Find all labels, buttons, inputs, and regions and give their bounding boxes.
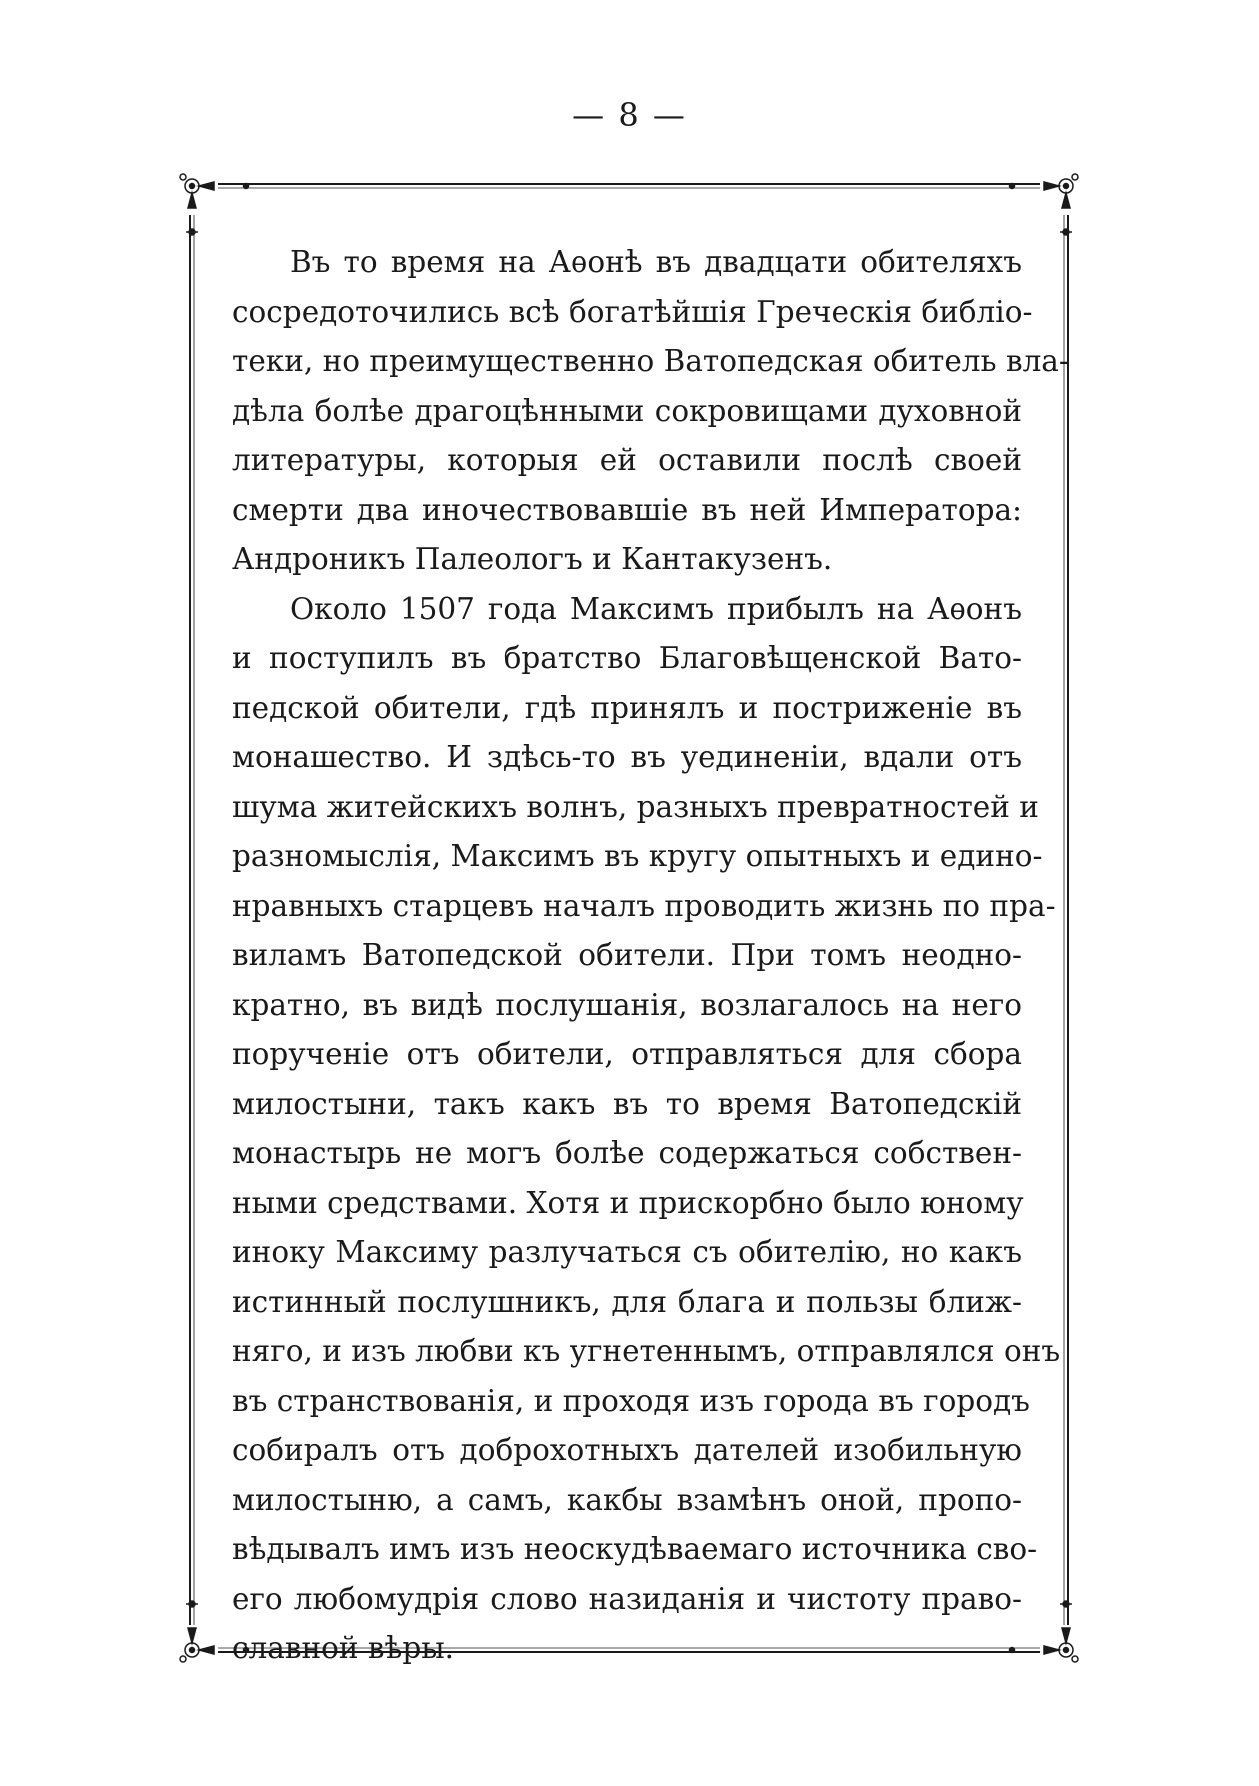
body-text [232, 238, 1069, 1674]
side-flourish-right-bottom [1060, 1601, 1072, 1607]
corner-ornament-bottom-left [180, 1628, 214, 1662]
text-line: милостыню, а самъ, какбы взамѣнъ оной, пропо- [232, 1482, 1022, 1517]
text-line: монастырь не могъ болѣе содержаться собствен- [232, 1136, 1022, 1170]
side-flourish-right-top [1060, 229, 1072, 235]
text-line: вѣдывалъ имъ изъ неоскудѣваемаго источника сво- [232, 1532, 1038, 1566]
text-line: сосредоточились всѣ богатѣйшія Греческія библіо- [232, 294, 1033, 329]
text-line: няго, и изъ любви къ угнетеннымъ, отправлялся онъ [232, 1334, 1061, 1368]
corner-ornament-top-right [1044, 174, 1078, 208]
text-line: въ странствованія, и проходя изъ города въ городъ [232, 1383, 1030, 1418]
text-line: его любомудрія слово назиданія и чистоту право- [232, 1581, 1022, 1616]
text-line: кратно, въ видѣ послушанія, возлагалось на него [232, 987, 1022, 1022]
corner-ornament-top-left [180, 174, 214, 208]
text-line: Андроникъ Палеологъ и Кантакузенъ. [232, 542, 833, 576]
text-line: дѣла болѣе драгоцѣнными сокровищами духовной [232, 393, 1022, 428]
text-line: Въ то время на Аѳонѣ въ двадцати обителяхъ [290, 245, 1022, 279]
text-line: нравныхъ старцевъ началъ проводить жизнь по пра- [232, 888, 1056, 923]
text-line: иноку Максиму разлучаться съ обителію, но какъ [232, 1235, 1022, 1269]
text-line: собиралъ отъ доброхотныхъ дателей изобильную [232, 1433, 1022, 1467]
text-line: теки, но преимущественно Ватопедская обитель вла- [232, 344, 1069, 378]
text-line: разномыслія, Максимъ въ кругу опытныхъ и едино- [232, 839, 1043, 873]
top-flourish-left [244, 184, 249, 189]
text-line: ными средствами. Хотя и прискорбно было юному [232, 1185, 1024, 1220]
text-line: монашество. И здѣсь-то въ уединеніи, вдали отъ [232, 740, 1022, 774]
text-line: милостыни, такъ какъ въ то время Ватопедскій [232, 1086, 1022, 1121]
text-line: шума житейскихъ волнъ, разныхъ превратностей и [232, 789, 1039, 824]
text-line: виламъ Ватопедской обители. При томъ неодно- [232, 938, 1022, 972]
text-line: смерти два иночествовавшіе въ ней Императора: [232, 492, 1022, 527]
paragraph [232, 585, 1061, 1674]
corner-ornament-bottom-right [1044, 1628, 1078, 1662]
paragraph [232, 238, 1069, 585]
text-line: Около 1507 года Максимъ прибылъ на Аѳонъ [290, 591, 1022, 626]
side-flourish-left-top [186, 229, 198, 235]
side-flourish-left-bottom [186, 1601, 198, 1607]
text-line: и поступилъ въ братство Благовѣщенской Вато- [232, 641, 1022, 675]
text-line: истинный послушникъ, для блага и пользы ближ- [232, 1284, 1022, 1319]
text-line: литературы, которыя ей оставили послѣ своей [232, 443, 1022, 477]
text-line: педской обители, гдѣ принялъ и постриженіе въ [232, 690, 1022, 725]
top-flourish-right [1010, 184, 1015, 189]
text-line: славной вѣры. [232, 1631, 455, 1665]
text-line: порученіе отъ обители, отправляться для сбора [232, 1037, 1022, 1071]
page-number: — 8 — [572, 96, 687, 134]
